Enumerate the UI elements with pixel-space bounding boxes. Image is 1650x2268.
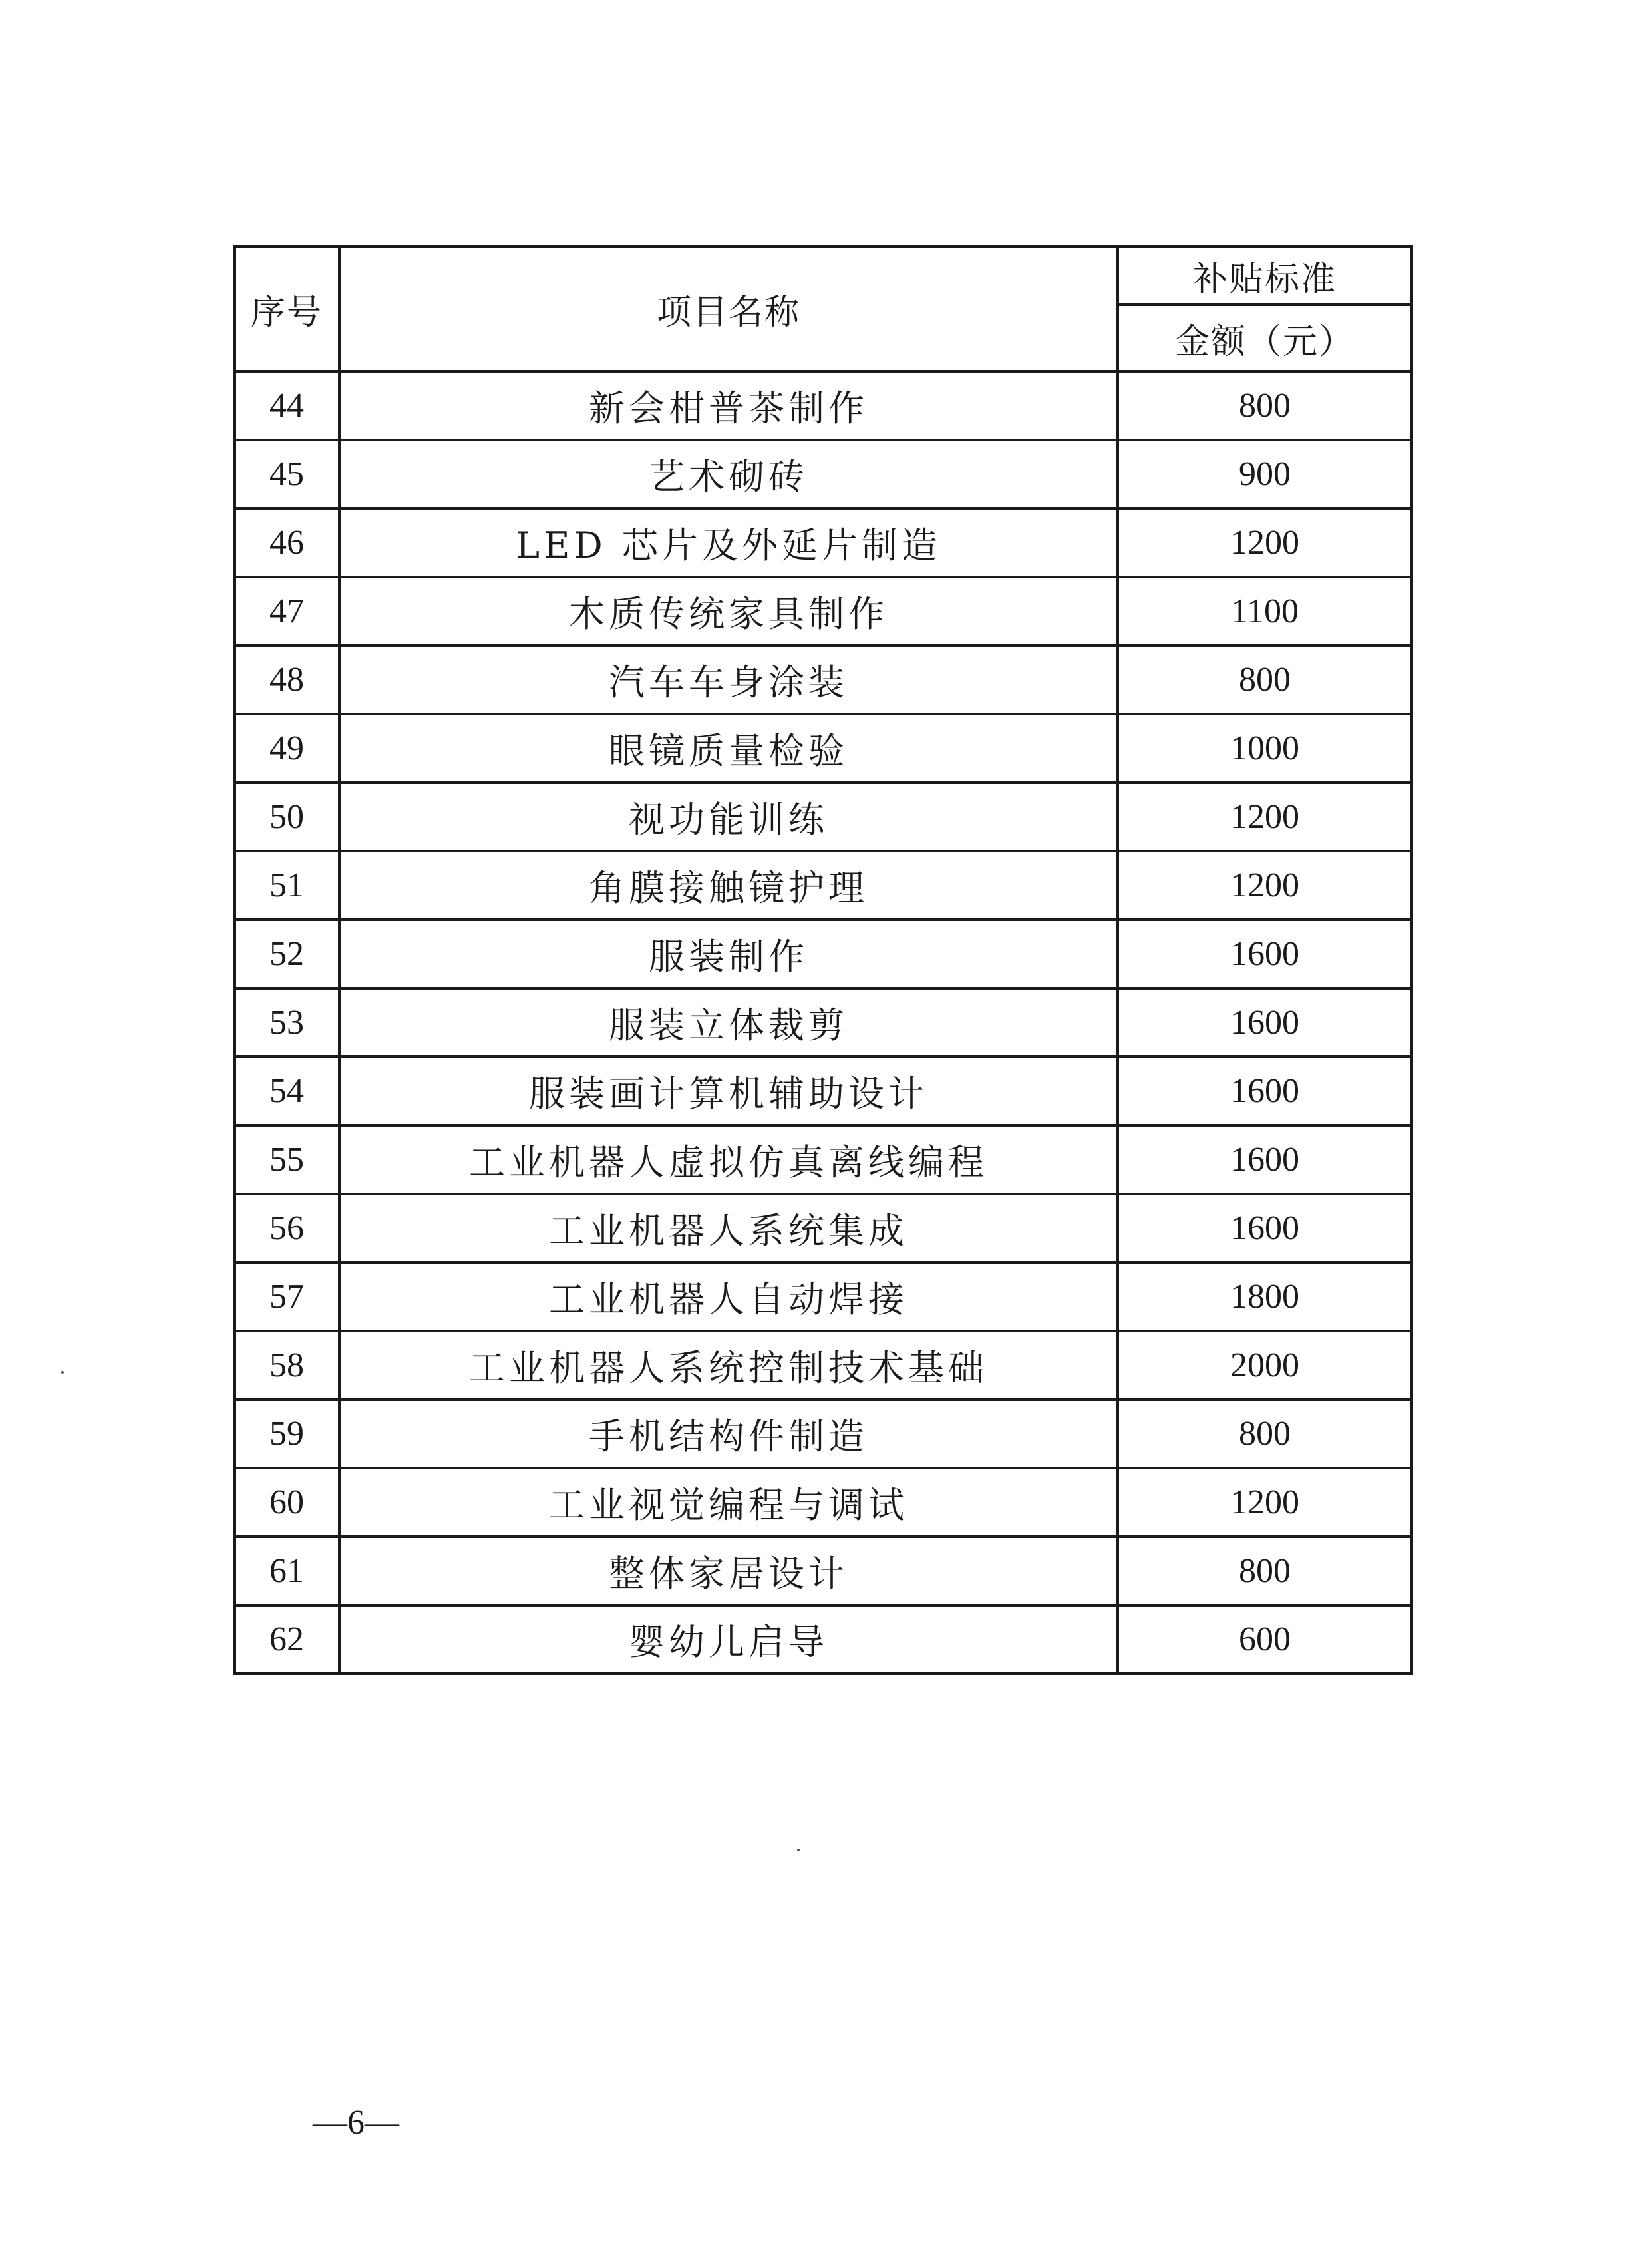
scan-speck — [797, 1849, 800, 1851]
row-amount-cell: 800 — [1118, 1537, 1412, 1605]
row-seq-cell: 52 — [234, 920, 339, 988]
row-amount-cell: 800 — [1118, 371, 1412, 440]
row-name-cell: 服装立体裁剪 — [339, 988, 1118, 1057]
scan-speck — [61, 1371, 64, 1374]
subsidy-table-container — [233, 245, 1410, 1675]
row-name-cell: 手机结构件制造 — [339, 1400, 1118, 1468]
row-name-cell: 工业视觉编程与调试 — [339, 1468, 1118, 1537]
row-amount-cell: 1600 — [1118, 920, 1412, 988]
table-row — [234, 440, 1412, 508]
row-name-cell: 眼镜质量检验 — [339, 714, 1118, 783]
row-name-cell: 新会柑普茶制作 — [339, 371, 1118, 440]
row-name-cell: 艺术砌砖 — [339, 440, 1118, 508]
row-name-cell: 角膜接触镜护理 — [339, 851, 1118, 920]
row-name-cell: 工业机器人自动焊接 — [339, 1262, 1118, 1331]
row-seq-cell: 61 — [234, 1537, 339, 1605]
table-row — [234, 1262, 1412, 1331]
row-seq-cell: 49 — [234, 714, 339, 783]
table-row — [234, 920, 1412, 988]
table-row — [234, 1537, 1412, 1605]
row-seq-cell: 60 — [234, 1468, 339, 1537]
row-amount-cell: 1600 — [1118, 1057, 1412, 1125]
table-row — [234, 851, 1412, 920]
row-amount-cell: 1600 — [1118, 988, 1412, 1057]
row-amount-cell: 800 — [1118, 646, 1412, 714]
row-seq-cell: 57 — [234, 1262, 339, 1331]
header-amount-group: 补贴标准 — [1118, 246, 1412, 305]
row-name-cell: 工业机器人虚拟仿真离线编程 — [339, 1125, 1118, 1194]
header-amount: 金额（元） — [1118, 305, 1412, 371]
row-seq-cell: 53 — [234, 988, 339, 1057]
table-row — [234, 577, 1412, 646]
table-body — [234, 371, 1412, 1674]
row-amount-cell: 1000 — [1118, 714, 1412, 783]
row-seq-cell: 46 — [234, 508, 339, 577]
table-row — [234, 1400, 1412, 1468]
row-name-cell: 汽车车身涂装 — [339, 646, 1118, 714]
row-seq-cell: 62 — [234, 1605, 339, 1674]
row-name-cell: 工业机器人系统集成 — [339, 1194, 1118, 1262]
row-seq-cell: 51 — [234, 851, 339, 920]
row-name-cell: 婴幼儿启导 — [339, 1605, 1118, 1674]
row-amount-cell: 1800 — [1118, 1262, 1412, 1331]
table-row — [234, 988, 1412, 1057]
table-header — [234, 246, 1412, 371]
table-row — [234, 1605, 1412, 1674]
header-row-top — [234, 246, 1412, 305]
row-amount-cell: 1100 — [1118, 577, 1412, 646]
row-seq-cell: 54 — [234, 1057, 339, 1125]
row-amount-cell: 900 — [1118, 440, 1412, 508]
row-name-cell: 木质传统家具制作 — [339, 577, 1118, 646]
table-row — [234, 783, 1412, 851]
table-row — [234, 1057, 1412, 1125]
row-name-cell: LED 芯片及外延片制造 — [339, 508, 1118, 577]
table-row — [234, 1468, 1412, 1537]
header-seq: 序号 — [234, 246, 339, 371]
row-name-cell: 整体家居设计 — [339, 1537, 1118, 1605]
row-amount-cell: 2000 — [1118, 1331, 1412, 1400]
row-amount-cell: 1200 — [1118, 851, 1412, 920]
table-row — [234, 1125, 1412, 1194]
row-seq-cell: 56 — [234, 1194, 339, 1262]
table-row — [234, 1194, 1412, 1262]
row-amount-cell: 1600 — [1118, 1194, 1412, 1262]
row-seq-cell: 44 — [234, 371, 339, 440]
row-amount-cell: 1200 — [1118, 1468, 1412, 1537]
row-seq-cell: 55 — [234, 1125, 339, 1194]
subsidy-table — [233, 245, 1413, 1675]
row-amount-cell: 800 — [1118, 1400, 1412, 1468]
table-row — [234, 646, 1412, 714]
row-seq-cell: 50 — [234, 783, 339, 851]
row-amount-cell: 1600 — [1118, 1125, 1412, 1194]
row-seq-cell: 58 — [234, 1331, 339, 1400]
table-row — [234, 714, 1412, 783]
row-seq-cell: 45 — [234, 440, 339, 508]
header-name: 项目名称 — [339, 246, 1118, 371]
row-amount-cell: 1200 — [1118, 508, 1412, 577]
row-seq-cell: 47 — [234, 577, 339, 646]
row-name-cell: 服装画计算机辅助设计 — [339, 1057, 1118, 1125]
row-amount-cell: 600 — [1118, 1605, 1412, 1674]
table-row — [234, 508, 1412, 577]
row-amount-cell: 1200 — [1118, 783, 1412, 851]
table-row — [234, 1331, 1412, 1400]
page-number: —6— — [313, 2104, 399, 2142]
row-name-cell: 工业机器人系统控制技术基础 — [339, 1331, 1118, 1400]
row-seq-cell: 59 — [234, 1400, 339, 1468]
row-name-cell: 服装制作 — [339, 920, 1118, 988]
row-name-cell: 视功能训练 — [339, 783, 1118, 851]
table-row — [234, 371, 1412, 440]
row-seq-cell: 48 — [234, 646, 339, 714]
